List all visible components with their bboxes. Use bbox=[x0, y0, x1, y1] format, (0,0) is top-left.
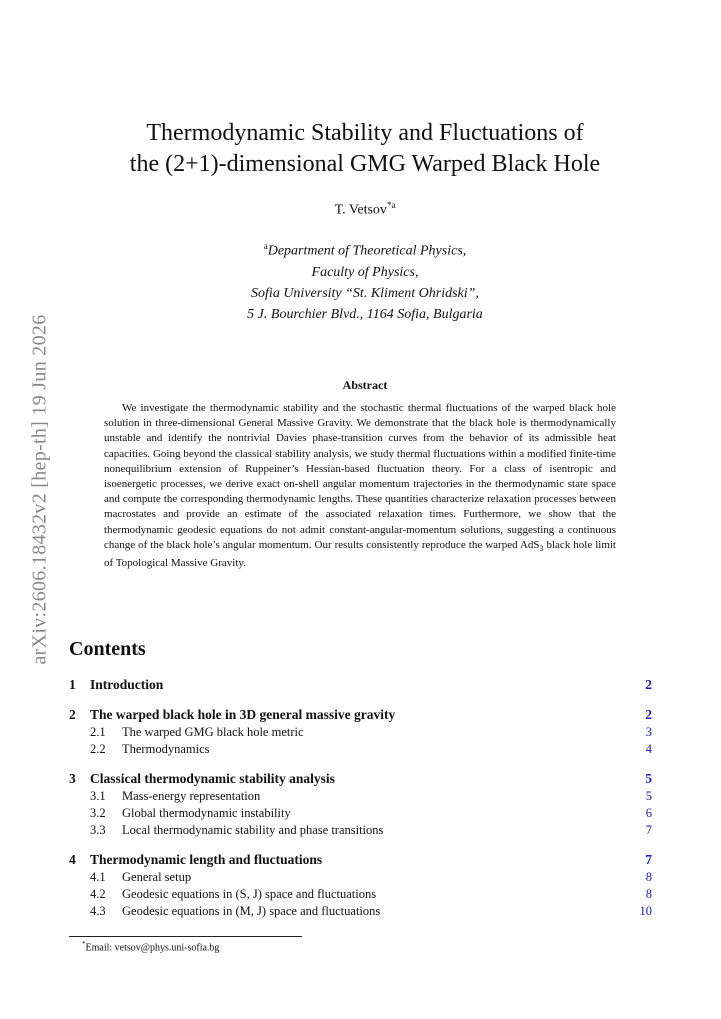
toc-page-link[interactable]: 4 bbox=[645, 742, 652, 756]
toc-section-label: Classical thermodynamic stability analysis bbox=[90, 771, 335, 786]
author bbox=[60, 200, 670, 219]
toc-subsection-number: 4.2 bbox=[90, 887, 106, 901]
toc-subsection-label: Global thermodynamic instability bbox=[122, 806, 291, 820]
toc-subsection-number: 2.1 bbox=[90, 725, 106, 739]
toc-subentry[interactable] bbox=[69, 741, 652, 758]
toc-page-link[interactable]: 8 bbox=[645, 887, 652, 901]
toc-section bbox=[69, 851, 652, 920]
table-of-contents bbox=[69, 676, 652, 932]
toc-subsection-number: 4.1 bbox=[90, 870, 106, 884]
toc-subsection-number: 2.2 bbox=[90, 742, 106, 756]
toc-section bbox=[69, 706, 652, 758]
toc-section-label: The warped black hole in 3D general massive gravity bbox=[90, 707, 396, 722]
toc-subsection-number: 3.1 bbox=[90, 789, 106, 803]
toc-page-link[interactable]: 7 bbox=[645, 852, 652, 867]
toc-section-number: 4 bbox=[69, 852, 76, 867]
footnote-divider bbox=[69, 936, 302, 937]
toc-subentry[interactable] bbox=[69, 869, 652, 886]
affiliation-line-3: Sofia University “St. Kliment Ohridski”, bbox=[251, 285, 479, 301]
toc-subsection-number: 3.2 bbox=[90, 806, 106, 820]
affiliation bbox=[60, 236, 670, 325]
affiliation-line-2: Faculty of Physics, bbox=[311, 264, 419, 280]
abstract-body bbox=[104, 401, 616, 571]
toc-subentry[interactable] bbox=[69, 805, 652, 822]
toc-entry-introduction[interactable] bbox=[69, 676, 652, 694]
abstract-heading: Abstract bbox=[342, 378, 388, 392]
toc-subentry[interactable] bbox=[69, 724, 652, 741]
paper-title bbox=[60, 118, 670, 180]
toc-subsection-number: 4.3 bbox=[90, 904, 106, 918]
toc-section-label: Thermodynamic length and fluctuations bbox=[90, 852, 323, 867]
abstract-subscript: 3 bbox=[539, 544, 544, 554]
toc-subsection-label: General setup bbox=[122, 870, 192, 884]
toc-page-link[interactable]: 8 bbox=[645, 870, 652, 884]
toc-section-number: 2 bbox=[69, 707, 76, 722]
affiliation-line-4: 5 J. Bourchier Blvd., 1164 Sofia, Bulgaria bbox=[247, 306, 483, 322]
abstract-text-main: We investigate the thermodynamic stability and the stochastic thermal fluctuations of the warped black hole solution in three-dimensional General Massive Gravity. We demonstrate that the black hole is thermodynamically unstable and identify the nontrivial Davies phase-transition curves from the behavior of its admissible heat capacities. Going beyond the classical stability analysis, we study thermal fluctuations within a modified finite-time nonequilibrium extension of Ruppeiner’s Hessian-based fluctuation theory. For a class of isentropic and isoenergetic processes, we derive exact on-shell angular momentum trajectories in the thermodynamic state space and compute the corresponding thermodynamic lengths. These quantities characterize relaxation processes between macrostates and provide an estimate of the associated relaxation times. Furthermore, we show that the thermodynamic geodesic equations do not admit constant-angular-momentum solutions, suggesting a continuous change of the black hole’s angular momentum. Our results consistently reproduce the warped AdS bbox=[104, 402, 616, 551]
toc-subsection-label: Mass-energy representation bbox=[122, 789, 261, 803]
title-line-2: the (2+1)-dimensional GMG Warped Black Hole bbox=[129, 151, 601, 177]
toc-entry-classical-stability[interactable] bbox=[69, 770, 652, 788]
toc-page-link[interactable]: 3 bbox=[645, 725, 652, 739]
contents-heading: Contents bbox=[69, 638, 146, 660]
toc-page-link[interactable]: 6 bbox=[645, 806, 652, 820]
toc-section bbox=[69, 676, 652, 694]
affiliation-mark: a bbox=[263, 241, 268, 251]
toc-section-number: 3 bbox=[69, 771, 76, 786]
abstract-text-end: black hole limit of Topological Massive Gravity. bbox=[104, 538, 616, 570]
footnote-mark: * bbox=[82, 940, 86, 948]
toc-section-number: 1 bbox=[69, 677, 76, 692]
footnote bbox=[82, 940, 219, 953]
toc-entry-warped-black-hole[interactable] bbox=[69, 706, 652, 724]
toc-page-link[interactable]: 7 bbox=[645, 823, 652, 837]
toc-subentry[interactable] bbox=[69, 788, 652, 805]
toc-subentry[interactable] bbox=[69, 822, 652, 839]
author-marks: *a bbox=[386, 200, 396, 210]
toc-subsection-label: The warped GMG black hole metric bbox=[122, 725, 304, 739]
toc-page-link[interactable]: 2 bbox=[645, 677, 652, 692]
toc-subsection-label: Geodesic equations in (M, J) space and fluctuations bbox=[122, 904, 381, 918]
author-name: T. Vetsov bbox=[334, 202, 387, 218]
toc-subsection-number: 3.3 bbox=[90, 823, 106, 837]
footnote-email[interactable]: Email: vetsov@phys.uni-sofia.bg bbox=[85, 942, 220, 954]
toc-page-link[interactable]: 10 bbox=[639, 904, 652, 918]
toc-page-link[interactable]: 5 bbox=[645, 771, 652, 786]
toc-page-link[interactable]: 2 bbox=[645, 707, 652, 722]
toc-subsection-label: Geodesic equations in (S, J) space and fluctuations bbox=[122, 887, 377, 901]
toc-section bbox=[69, 770, 652, 839]
toc-subsection-label: Thermodynamics bbox=[122, 742, 210, 756]
title-line-1: Thermodynamic Stability and Fluctuations of bbox=[146, 120, 584, 146]
affiliation-line-1: Department of Theoretical Physics, bbox=[267, 243, 467, 259]
toc-subsection-label: Local thermodynamic stability and phase transitions bbox=[122, 823, 384, 837]
toc-subentry[interactable] bbox=[69, 886, 652, 903]
arxiv-identifier: arXiv:2606.18432v2 [hep-th] 19 Jun 2026 bbox=[28, 314, 51, 665]
toc-page-link[interactable]: 5 bbox=[645, 789, 652, 803]
toc-entry-thermodynamic-length[interactable] bbox=[69, 851, 652, 869]
toc-section-label: Introduction bbox=[90, 677, 164, 692]
toc-subentry[interactable] bbox=[69, 903, 652, 920]
